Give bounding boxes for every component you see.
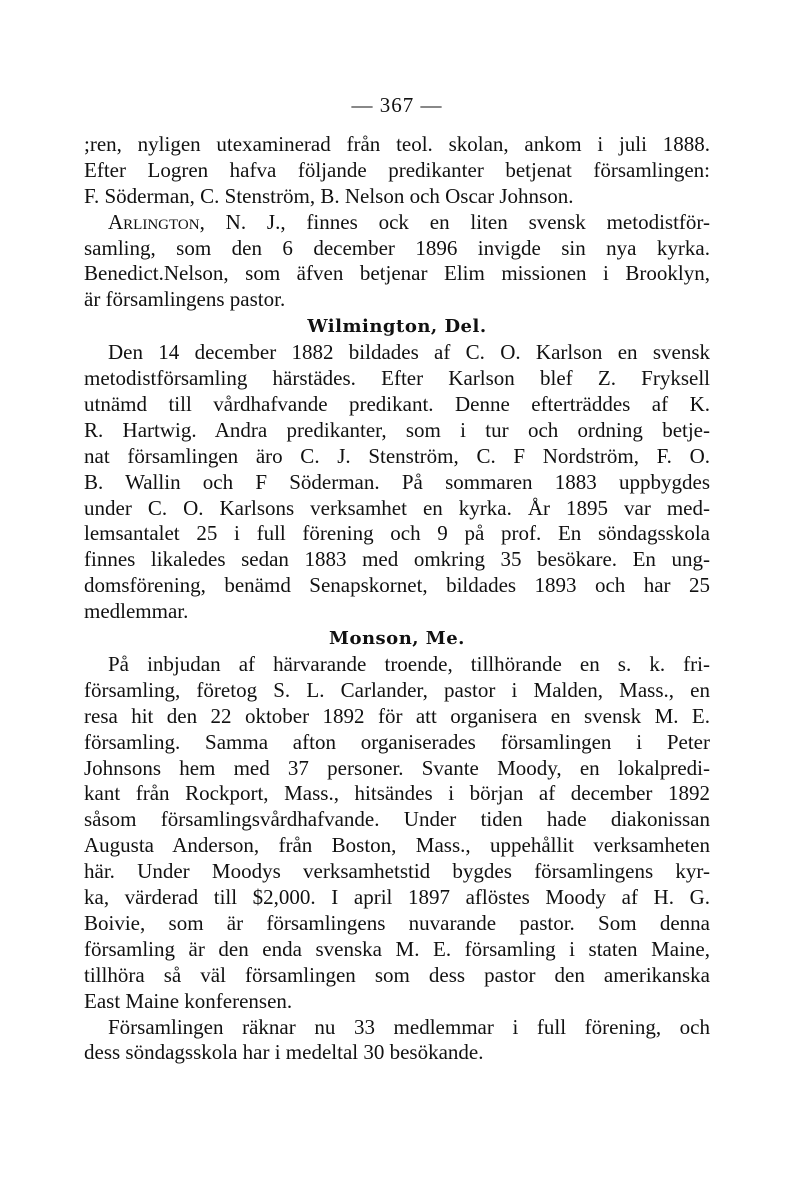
text-line: resa hit den 22 oktober 1892 för att organisera en svensk M. E. [84, 703, 710, 728]
text-line: F. Söderman, C. Stenström, B. Nelson och Oscar Johnson. [84, 183, 574, 208]
text-line: ;ren, nyligen utexaminerad från teol. skolan, ankom i juli 1888. [84, 132, 710, 156]
text-line: församling. Samma afton organiserades församlingen i Peter [84, 729, 710, 754]
section-heading: Monson, Me. [329, 628, 465, 650]
text-line: B. Wallin och F Söderman. På sommaren 1883 uppbygdes [84, 469, 710, 494]
text-line: På inbjudan af härvarande troende, tillhörande en s. k. fri- [108, 652, 710, 677]
text-line: kant från Rockport, Mass., hitsändes i början af december 1892 [84, 781, 710, 806]
section-wilmington [84, 313, 710, 625]
text-line: Johnsons hem med 37 personer. Svante Moody, en lokalpredi- [84, 755, 710, 780]
text-line: Augusta Anderson, från Boston, Mass., uppehållit verksamheten [84, 833, 710, 858]
paragraph-arlington [84, 210, 710, 314]
paragraph-logren [84, 132, 710, 210]
text-line: lemsantalet 25 i full förening och 9 på prof. En söndagsskola [84, 521, 710, 546]
text-line: medlemmar. [84, 599, 189, 624]
text-line: Den 14 december 1882 bildades af C. O. Karlson en svensk [108, 340, 710, 365]
text-line: under C. O. Karlsons verksamhet en kyrka. År 1895 var med- [84, 495, 710, 520]
text-line: Boivie, som är församlingens nuvarande pastor. Som denna [84, 910, 710, 935]
text-line: utnämd till vårdhafvande predikant. Denne efterträddes af K. [84, 392, 710, 417]
text-line: tillhöra så väl församlingen som dess pastor den amerikanska [84, 962, 710, 987]
text-line: East Maine konferensen. [84, 988, 293, 1013]
place-name-arlington: Arlington [108, 209, 200, 234]
section-heading: Wilmington, Del. [307, 316, 487, 338]
book-page [84, 92, 710, 1066]
text-line: dess söndagsskola har i medeltal 30 besökande. [84, 1040, 484, 1065]
text-line: ka, värderad till $2,000. I april 1897 aflöstes Moody af H. G. [84, 885, 710, 910]
text-line: nat församlingen äro C. J. Stenström, C. F Nordström, F. O. [84, 443, 710, 468]
text-line: Församlingen räknar nu 33 medlemmar i full förening, och [108, 1014, 710, 1039]
text-line: finnes likaledes sedan 1883 med omkring 35 besökare. En ung- [84, 547, 710, 572]
text-line: R. Hartwig. Andra predikanter, som i tur och ordning betje- [84, 417, 710, 442]
text-line: är församlingens pastor. [84, 287, 286, 312]
text-line: metodistförsamling härstädes. Efter Karlson blef Z. Fryksell [84, 366, 710, 391]
text-line: såsom församlingsvårdhafvande. Under tiden hade diakonissan [84, 807, 710, 832]
text-line: församling är den enda svenska M. E. församling i staten Maine, [84, 936, 710, 961]
text-line [84, 210, 710, 236]
text-line: Benedict.Nelson, som äfven betjenar Elim missionen i Brooklyn, [84, 261, 710, 286]
text-line: samling, som den 6 december 1896 invigde sin nya kyrka. [84, 235, 710, 260]
text-line-rest: , N. J., finnes ock en liten svensk metodistför- [199, 209, 710, 234]
section-monson [84, 625, 710, 1066]
text-line: här. Under Moodys verksamhetstid bygdes församlingens kyr- [84, 859, 710, 884]
page-number: — 367 — [351, 93, 443, 117]
text-line: domsförening, benämd Senapskornet, bildades 1893 och har 25 [84, 573, 710, 598]
text-line: församling, företog S. L. Carlander, pastor i Malden, Mass., en [84, 677, 710, 702]
text-line: Efter Logren hafva följande predikanter betjenat församlingen: [84, 157, 710, 182]
